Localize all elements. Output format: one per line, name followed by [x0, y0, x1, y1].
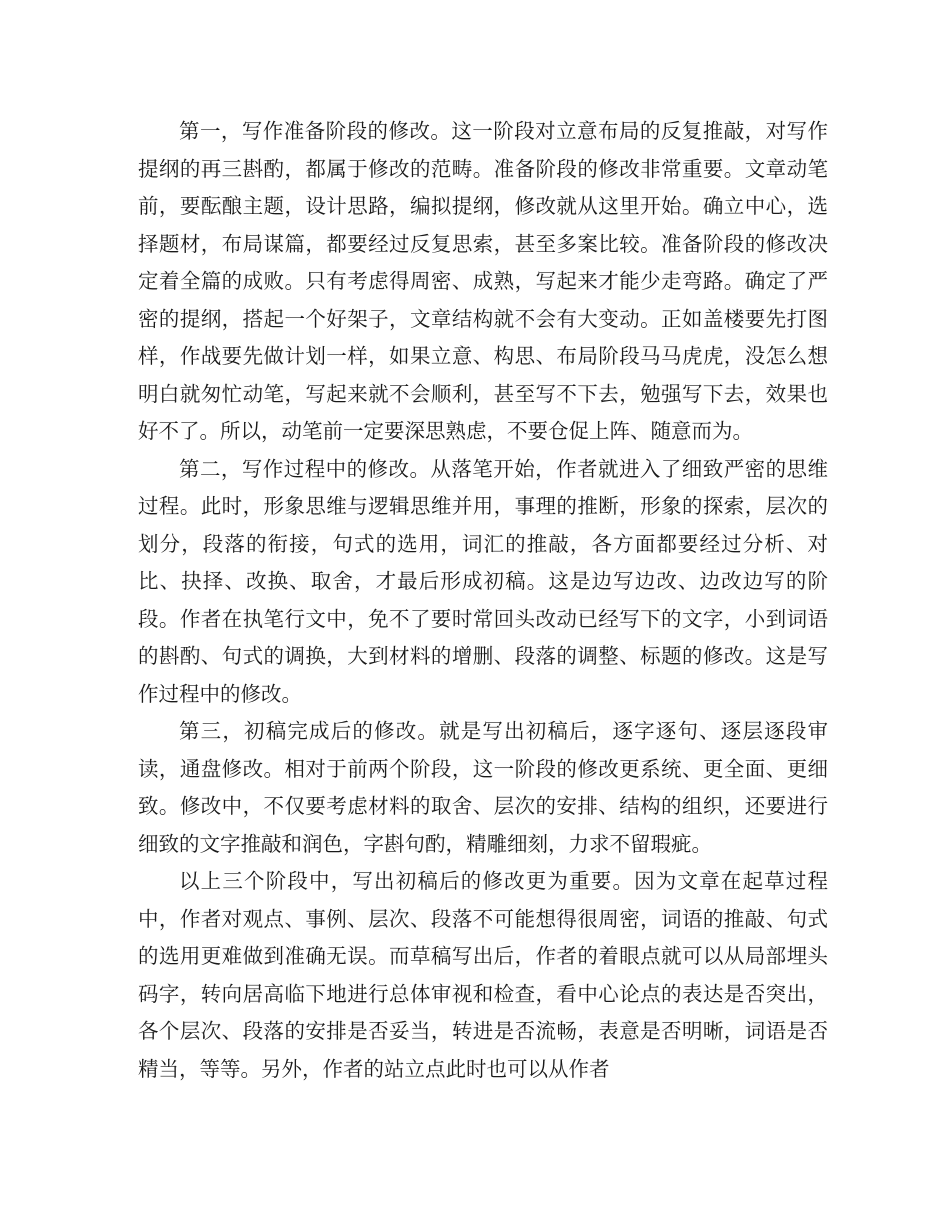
document-body	[138, 113, 828, 1088]
paragraph-4: 以上三个阶段中，写出初稿后的修改更为重要。因为文章在起草过程中，作者对观点、事例、层次、段落不可能想得很周密，词语的推敲、句式的选用更难做到准确无误。而草稿写出后，作者的着眼点就可以从局部埋头码字，转向居高临下地进行总体审视和检查，看中心论点的表达是否突出，各个层次、段落的安排是否妥当，转进是否流畅，表意是否明晰，词语是否精当，等等。另外，作者的站立点此时也可以从作者	[138, 869, 828, 1081]
paragraph-3: 第三，初稿完成后的修改。就是写出初稿后，逐字逐句、逐层逐段审读，通盘修改。相对于前两个阶段，这一阶段的修改更系统、更全面、更细致。修改中，不仅要考虑材料的取舍、层次的安排、结构的组织，还要进行细致的文字推敲和润色，字斟句酌，精雕细刻，力求不留瑕疵。	[138, 719, 828, 856]
paragraph-1: 第一，写作准备阶段的修改。这一阶段对立意布局的反复推敲，对写作提纲的再三斟酌，都属于修改的范畴。准备阶段的修改非常重要。文章动笔前，要酝酿主题，设计思路，编拟提纲，修改就从这里开始。确立中心，选择题材，布局谋篇，都要经过反复思索，甚至多案比较。准备阶段的修改决定着全篇的成败。只有考虑得周密、成熟，写起来才能少走弯路。确定了严密的提纲，搭起一个好架子，文章结构就不会有大变动。正如盖楼要先打图样，作战要先做计划一样，如果立意、构思、布局阶段马马虎虎，没怎么想明白就匆忙动笔，写起来就不会顺利，甚至写不下去，勉强写下去，效果也好不了。所以，动笔前一定要深思熟虑，不要仓促上阵、随意而为。	[138, 119, 828, 443]
paragraph-2: 第二，写作过程中的修改。从落笔开始，作者就进入了细致严密的思维过程。此时，形象思维与逻辑思维并用，事理的推断，形象的探索，层次的划分，段落的衔接，句式的选用，词汇的推敲，各方面都要经过分析、对比、抉择、改换、取舍，才最后形成初稿。这是边写边改、边改边写的阶段。作者在执笔行文中，免不了要时常回头改动已经写下的文字，小到词语的斟酌、句式的调换，大到材料的增删、段落的调整、标题的修改。这是写作过程中的修改。	[138, 456, 828, 706]
